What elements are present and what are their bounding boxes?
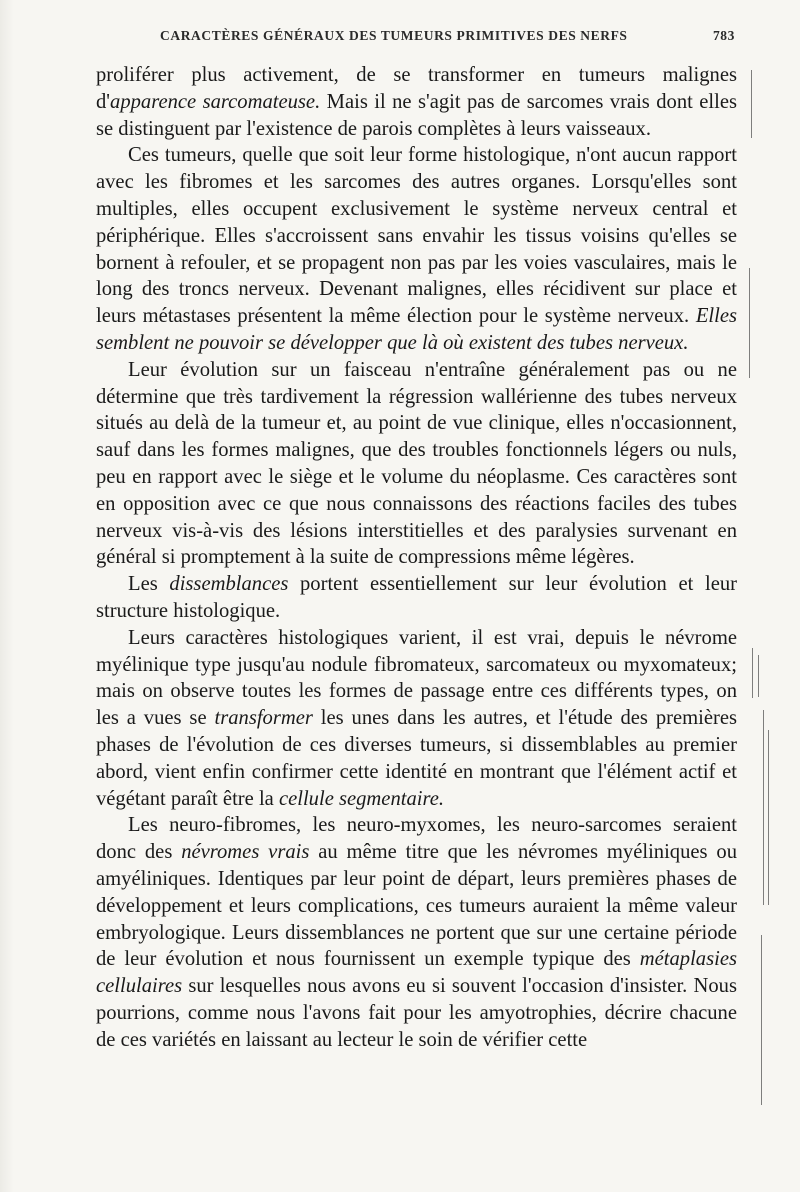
margin-mark	[749, 268, 750, 378]
margin-mark	[763, 710, 764, 905]
text-run: portent essentiellement sur leur évolution et leur structure histologique.	[96, 573, 737, 622]
paragraph	[96, 571, 737, 625]
italic-run: apparence sarcomateuse.	[110, 90, 321, 113]
text-run: Mais il ne s'agit pas de sarcomes vrais dont elles se distinguent par l'existence de parois complètes à leurs vaisseaux.	[96, 90, 737, 140]
margin-mark	[768, 730, 769, 905]
text-run: sur lesquelles nous avons eu si souvent l'occasion d'insister. Nous pourrions, comme nous l'avons fait pour les amyotrophies, décrire chacune de ces variétés en laissant au lecteur le soin de vérifier cette	[96, 975, 737, 1051]
running-head-title: CARACTÈRES GÉNÉRAUX DES TUMEURS PRIMITIVES DES NERFS	[160, 28, 628, 43]
italic-run: dissemblances	[169, 573, 289, 596]
margin-mark	[751, 70, 752, 138]
text-run: Les	[128, 573, 170, 596]
running-head	[160, 28, 735, 44]
text-run: Leurs caractères histologiques varient, il est vrai, depuis le névrome myélinique type jusqu'au nodule fibromateux, sarcomateux ou myxomateux; mais on observe toutes les formes de passage entre ces différents types, on les a vues se	[96, 626, 737, 730]
text-run: Leur évolution sur un faisceau n'entraîne généralement pas ou ne détermine que très tardivement la régression wallérienne des tubes nerveux situés au delà de la tumeur et, au point de vue clinique, elles n'occasionnent, sauf dans les formes malignes, que des troubles fonctionnels légers ou nuls, peu en rapport avec le siège et le volume du néoplasme. Ces caractères sont en opposition avec ce que nous connaissons des réactions faciles des tubes nerveux vis-à-vis des lésions interstitielles et des paralysies survenant en général si promptement à la suite de compressions même légères.	[96, 358, 737, 569]
margin-mark	[758, 655, 759, 697]
margin-mark	[761, 935, 762, 1105]
paragraph	[96, 625, 737, 813]
italic-run: cellule segmentaire.	[278, 787, 445, 810]
page-number: 783	[712, 28, 735, 43]
italic-run: névromes vrais	[181, 841, 310, 864]
text-run: Les neuro-fibromes, les neuro-myxomes, les neuro-sarcomes seraient donc des	[96, 814, 737, 864]
text-run: Ces tumeurs, quelle que soit leur forme histologique, n'ont aucun rapport avec les fibromes et les sarcomes des autres organes. Lorsqu'elles sont multiples, elles occupent exclusivement le système nerveux central et périphérique. Elles s'accroissent sans envahir les tissus voisins qu'elles se bornent à refouler, et se propagent non pas par les voies vasculaires, mais le long des troncs nerveux. Devenant malignes, elles récidivent sur place et leurs métastases présentent la même élection pour le système nerveux.	[96, 144, 737, 328]
italic-run: métaplasies cellulaires	[96, 948, 737, 998]
italic-run: Elles semblent ne pouvoir se développer que là où existent des tubes nerveux.	[96, 305, 737, 354]
italic-run: transformer	[214, 707, 313, 730]
text-run: les unes dans les autres, et l'étude des premières phases de l'évolution de ces diverses tumeurs, si dissemblables au premier abord, vient enfin confirmer cette identité en montrant que l'élément actif et végétant paraît être la	[96, 707, 738, 810]
paragraph	[96, 142, 737, 356]
paragraph	[96, 62, 737, 142]
paragraph	[96, 812, 737, 1053]
body-text	[96, 62, 737, 1053]
text-run: au même titre que les névromes myéliniques ou amyéliniques. Identiques par leur point de départ, leurs premières phases de développement et leurs complications, ces tumeurs auraient la même valeur embryologique. Leurs dissemblances ne portent que sur une certaine période de leur évolution et nous fournissent un exemple typique des	[96, 841, 737, 971]
paragraph	[96, 357, 737, 571]
margin-mark	[752, 648, 753, 698]
text-run: proliférer plus activement, de se transformer en tumeurs malignes d'	[96, 64, 737, 113]
